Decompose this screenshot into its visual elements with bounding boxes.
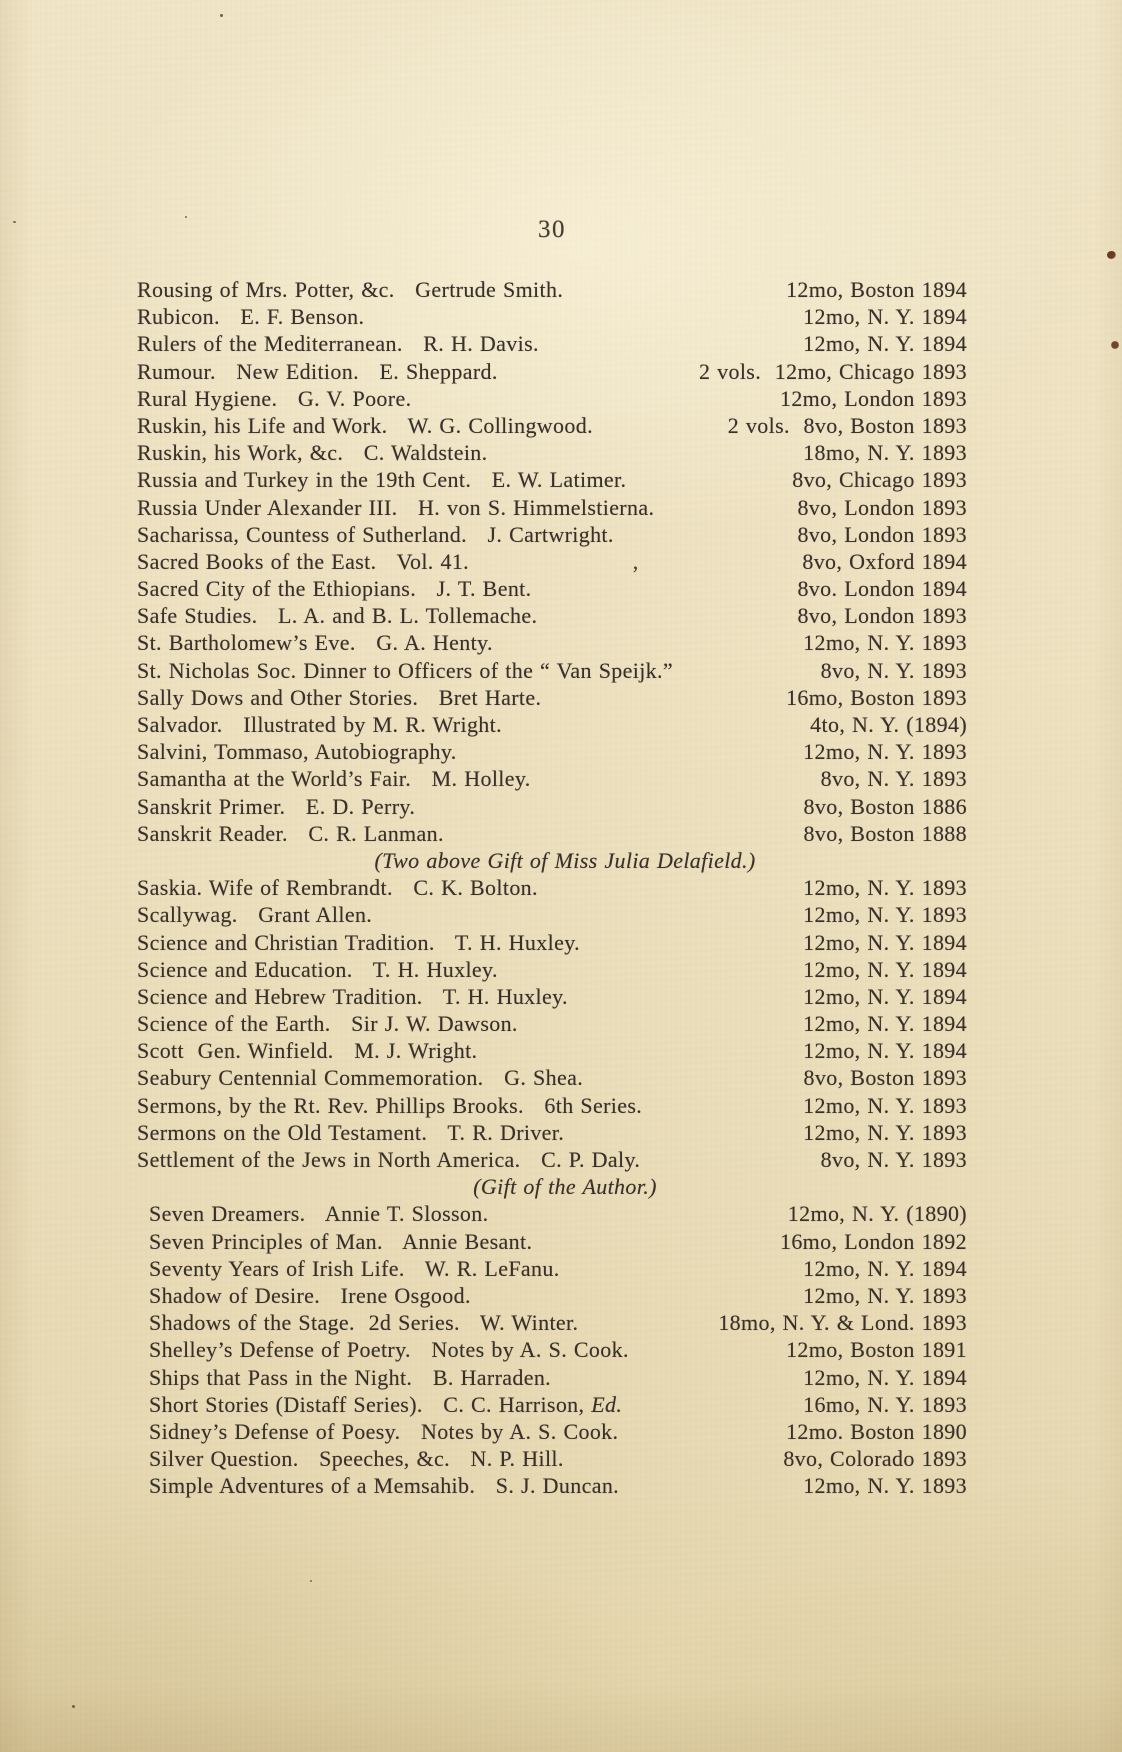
entry-imprint: 12mo, N. Y. 1894 (803, 929, 967, 955)
entry-imprint: 8vo, London 1893 (797, 603, 967, 629)
entry-title-author (137, 1010, 518, 1037)
entry-title-author (137, 983, 568, 1010)
entry-title-author (137, 1146, 640, 1173)
entry-title-author-text: Sidney’s Defense of Poesy. Notes by A. S. Cook. (149, 1418, 619, 1444)
entry-title-author-text: Seven Dreamers. Annie T. Slosson. (149, 1201, 489, 1227)
entry-editor-abbrev: Ed. (591, 1391, 623, 1417)
entry-title-author (137, 385, 411, 412)
entry-title-author-text: Russia and Turkey in the 19th Cent. E. W. Latimer. (137, 467, 627, 493)
entry-imprint: 12mo, N. Y. 1893 (803, 902, 967, 928)
entry-title-author (137, 820, 444, 847)
entry-imprint: 12mo, N. Y. 1893 (803, 1092, 967, 1118)
catalog-entry-row (137, 711, 967, 738)
entry-title-author-text: Settlement of the Jews in North America. C. P. Daly. (137, 1147, 641, 1172)
entry-title-author-text: Science and Hebrew Tradition. T. H. Huxley. (137, 983, 568, 1009)
entry-title-author-text: Russia Under Alexander III. H. von S. Himmelstierna. (137, 494, 655, 520)
entry-title-author (137, 629, 493, 656)
catalog-entry-row (137, 1282, 967, 1309)
catalog-entry-row (137, 1119, 967, 1146)
catalog-list (137, 276, 967, 1499)
entry-imprint: 12mo. Boston 1890 (786, 1418, 967, 1444)
entry-title-author (149, 1228, 532, 1255)
catalog-entry-row (137, 412, 967, 439)
catalog-entry-row (137, 684, 967, 711)
entry-imprint: 8vo, Oxford 1894 (802, 548, 967, 574)
entry-title-author (137, 548, 469, 575)
stray-comma-mark: , (632, 548, 639, 574)
entry-title-author-text: Sally Dows and Other Stories. Bret Harte. (137, 684, 542, 710)
entry-imprint: 8vo, Colorado 1893 (783, 1446, 967, 1472)
catalog-entry-row (137, 575, 967, 602)
page-number: 30 (538, 216, 566, 243)
entry-imprint: 12mo, N. Y. 1894 (803, 304, 967, 330)
paper-speck (1107, 251, 1116, 259)
entry-title-author-text: Science of the Earth. Sir J. W. Dawson. (137, 1011, 518, 1037)
catalog-entry-row (137, 793, 967, 820)
entry-imprint: 8vo, N. Y. 1893 (820, 1147, 967, 1172)
entry-title-author (149, 1255, 560, 1282)
entry-title-author (149, 1391, 622, 1418)
entry-title-author-text: Ruskin, his Life and Work. W. G. Collingwood. (137, 412, 593, 438)
entry-title-author (137, 602, 537, 629)
catalog-entry-row (137, 629, 967, 656)
paper-speck (72, 1705, 75, 1708)
entry-imprint: 12mo, N. Y. 1893 (803, 739, 967, 765)
entry-title-author (137, 521, 614, 548)
catalog-entry-row (137, 466, 967, 493)
entry-title-author-text: St. Nicholas Soc. Dinner to Officers of the “ Van Speijk.” (137, 657, 673, 683)
entry-imprint: 8vo, N. Y. 1893 (820, 766, 967, 792)
catalog-entry-row (137, 1309, 967, 1336)
entry-title-author-text: Samantha at the World’s Fair. M. Holley. (137, 766, 531, 792)
entry-title-author (137, 330, 539, 357)
entry-title-author (137, 901, 372, 928)
entry-title-author-text: Shelley’s Defense of Poetry. Notes by A. S. Cook. (149, 1337, 629, 1363)
catalog-entry-row (137, 1391, 967, 1418)
entry-imprint: 12mo, Boston 1891 (786, 1337, 967, 1363)
catalog-entry-row (137, 1228, 967, 1255)
entry-title-author (137, 956, 498, 983)
catalog-entry-row (137, 1472, 967, 1499)
entry-imprint: 16mo, Boston 1893 (786, 684, 967, 710)
entry-imprint: 12mo, N. Y. 1893 (803, 1282, 967, 1308)
entry-title-author (137, 575, 531, 602)
catalog-entry-row (137, 521, 967, 548)
catalog-entry-row (137, 1146, 967, 1173)
catalog-entry-row (137, 1255, 967, 1282)
entry-title-author (149, 1445, 564, 1472)
entry-title-author-text: Rural Hygiene. G. V. Poore. (137, 385, 412, 411)
entry-title-author (137, 738, 457, 765)
entry-title-author (137, 793, 415, 820)
entry-imprint: 12mo, N. Y. 1894 (803, 1255, 967, 1281)
entry-title-author-text: Ships that Pass in the Night. B. Harraden. (149, 1364, 552, 1390)
entry-imprint: 2 vols. 12mo, Chicago 1893 (698, 358, 967, 384)
entry-imprint: 12mo, N. Y. 1894 (803, 1364, 967, 1390)
entry-title-author-text: Sermons, by the Rt. Rev. Phillips Brooks. 6th Series. (137, 1092, 643, 1118)
entry-title-author (137, 276, 563, 303)
entry-title-author-text: Safe Studies. L. A. and B. L. Tollemache. (137, 603, 538, 629)
entry-imprint: 8vo. London 1894 (797, 576, 967, 602)
catalog-entry-row (137, 738, 967, 765)
catalog-entry-row (137, 1418, 967, 1445)
entry-title-author-text: Seventy Years of Irish Life. W. R. LeFanu. (149, 1255, 560, 1281)
catalog-entry-row (137, 494, 967, 521)
entry-title-author (137, 466, 626, 493)
catalog-entry-row (137, 901, 967, 928)
entry-title-author (149, 1282, 471, 1309)
entry-title-author (137, 494, 654, 521)
entry-title-author (149, 1418, 618, 1445)
entry-imprint: 16mo, N. Y. 1893 (803, 1391, 967, 1417)
entry-title-author (137, 1037, 477, 1064)
catalog-entry-row (137, 765, 967, 792)
entry-title-author-text: Sanskrit Reader. C. R. Lanman. (137, 820, 444, 846)
entry-title-author-text: Rumour. New Edition. E. Sheppard. (137, 358, 498, 384)
entry-imprint: 12mo, N. Y. 1894 (803, 1011, 967, 1037)
entry-imprint: 12mo, N. Y. 1894 (803, 956, 967, 982)
catalog-entry-row (137, 1364, 967, 1391)
catalog-entry-row (137, 548, 967, 575)
gift-note (150, 1173, 980, 1200)
entry-title-author-text: Seven Principles of Man. Annie Besant. (149, 1228, 533, 1254)
entry-title-author (137, 412, 593, 439)
entry-imprint: 18mo, N. Y. & Lond. 1893 (718, 1310, 967, 1336)
entry-title-author-text: Science and Christian Tradition. T. H. Huxley. (137, 929, 580, 955)
entry-imprint: 8vo, Boston 1893 (803, 1065, 967, 1091)
entry-imprint: 12mo, N. Y. 1893 (803, 630, 967, 656)
entry-title-author-text: Ruskin, his Work, &c. C. Waldstein. (137, 440, 488, 466)
entry-title-author (137, 439, 488, 466)
entry-title-author (149, 1200, 488, 1227)
entry-title-author (137, 1119, 564, 1146)
entry-title-author-text: Rousing of Mrs. Potter, &c. Gertrude Smith. (137, 277, 564, 302)
paper-speck (220, 14, 223, 17)
entry-title-author (149, 1309, 578, 1336)
entry-title-author (149, 1336, 629, 1363)
entry-imprint: 8vo, London 1893 (797, 494, 967, 520)
catalog-entry-row (137, 439, 967, 466)
entry-imprint: 8vo, Boston 1888 (803, 820, 967, 846)
gift-note (150, 847, 980, 874)
entry-title-author-text: Rulers of the Mediterranean. R. H. Davis. (137, 331, 539, 357)
entry-title-author-text: Saskia. Wife of Rembrandt. C. K. Bolton. (137, 875, 538, 901)
entry-imprint: 12mo, London 1893 (779, 385, 967, 411)
entry-title-author (137, 929, 580, 956)
entry-title-author-text: Seabury Centennial Commemoration. G. Shea. (137, 1065, 584, 1091)
entry-title-author-text: Sacred Books of the East. Vol. 41. (137, 548, 470, 574)
entry-title-author (137, 1092, 642, 1119)
catalog-entry-row (137, 1010, 967, 1037)
entry-imprint: 8vo, London 1893 (797, 521, 967, 547)
entry-imprint: 12mo, N. Y. 1893 (803, 875, 967, 901)
entry-title-author-text: Sanskrit Primer. E. D. Perry. (137, 793, 416, 819)
entry-imprint: 12mo, N. Y. 1894 (803, 1038, 967, 1064)
entry-imprint: 8vo, Boston 1886 (803, 793, 967, 819)
entry-imprint: 8vo, N. Y. 1893 (820, 657, 967, 683)
entry-imprint: 12mo, N. Y. 1893 (803, 1119, 967, 1145)
catalog-entry-row (137, 657, 967, 684)
entry-title-author (137, 874, 538, 901)
entry-imprint: 16mo, London 1892 (779, 1228, 967, 1254)
entry-title-author-text: Scott Gen. Winfield. M. J. Wright. (137, 1038, 478, 1064)
entry-title-author (137, 657, 673, 684)
catalog-entry-row (137, 385, 967, 412)
catalog-entry-row (137, 929, 967, 956)
catalog-entry-row (137, 1037, 967, 1064)
catalog-entry-row (137, 956, 967, 983)
entry-title-author-text: Rubicon. E. F. Benson. (137, 304, 365, 330)
catalog-entry-row (137, 820, 967, 847)
gift-note-text: (Two above Gift of Miss Julia Delafield.) (374, 847, 756, 873)
paper-speck (310, 1580, 312, 1582)
entry-imprint: 8vo, Chicago 1893 (792, 467, 967, 493)
catalog-entry-row (137, 983, 967, 1010)
entry-imprint: 12mo, N. Y. 1894 (803, 331, 967, 357)
catalog-entry-row (137, 1445, 967, 1472)
entry-title-author-text: Science and Education. T. H. Huxley. (137, 956, 498, 982)
catalog-entry-row (137, 303, 967, 330)
entry-title-author (149, 1364, 551, 1391)
entry-imprint: 12mo, N. Y. 1893 (803, 1473, 967, 1499)
catalog-entry-row (137, 1200, 967, 1227)
paper-speck (13, 221, 16, 223)
entry-title-author-text: Shadow of Desire. Irene Osgood. (149, 1282, 471, 1308)
catalog-entry-row (137, 602, 967, 629)
entry-title-author-text: Shadows of the Stage. 2d Series. W. Winter. (149, 1310, 579, 1336)
entry-title-author-text: Simple Adventures of a Memsahib. S. J. Duncan. (149, 1473, 620, 1499)
entry-title-author-text: Sacred City of the Ethiopians. J. T. Bent. (137, 576, 532, 602)
catalog-entry-row (137, 330, 967, 357)
entry-imprint: 2 vols. 8vo, Boston 1893 (727, 412, 967, 438)
catalog-entry-row (137, 358, 967, 385)
entry-imprint: 18mo, N. Y. 1893 (803, 440, 967, 466)
entry-title-author (137, 765, 531, 792)
entry-title-author (137, 711, 502, 738)
entry-imprint: 12mo, N. Y. (1890) (787, 1201, 967, 1227)
entry-imprint: 4to, N. Y. (1894) (810, 712, 967, 737)
entry-title-author (149, 1472, 619, 1499)
entry-gap (469, 548, 802, 575)
catalog-entry-row (137, 874, 967, 901)
entry-imprint: 12mo, N. Y. 1894 (803, 983, 967, 1009)
gift-note-text: (Gift of the Author.) (473, 1174, 657, 1200)
catalog-entry-row (137, 1336, 967, 1363)
entry-title-author-text: Salvini, Tommaso, Autobiography. (137, 739, 457, 765)
entry-imprint: 12mo, Boston 1894 (786, 277, 967, 302)
entry-title-author (137, 684, 541, 711)
catalog-entry-row (137, 276, 967, 303)
entry-title-author (137, 358, 498, 385)
entry-title-author-text: Sermons on the Old Testament. T. R. Driver. (137, 1119, 565, 1145)
paper-speck (1111, 341, 1119, 349)
entry-title-author-text: Sacharissa, Countess of Sutherland. J. Cartwright. (137, 521, 614, 547)
catalog-entry-row (137, 1092, 967, 1119)
entry-title-author-text: Salvador. Illustrated by M. R. Wright. (137, 712, 502, 737)
catalog-entry-row (137, 1064, 967, 1091)
entry-title-author-text: St. Bartholomew’s Eve. G. A. Henty. (137, 630, 493, 656)
entry-title-author-text: Short Stories (Distaff Series). C. C. Harrison, (149, 1391, 592, 1417)
entry-title-author-text: Silver Question. Speeches, &c. N. P. Hill. (149, 1446, 564, 1472)
paper-speck (185, 216, 187, 218)
entry-title-author-text: Scallywag. Grant Allen. (137, 902, 373, 928)
entry-title-author (137, 1064, 583, 1091)
entry-title-author (137, 303, 364, 330)
